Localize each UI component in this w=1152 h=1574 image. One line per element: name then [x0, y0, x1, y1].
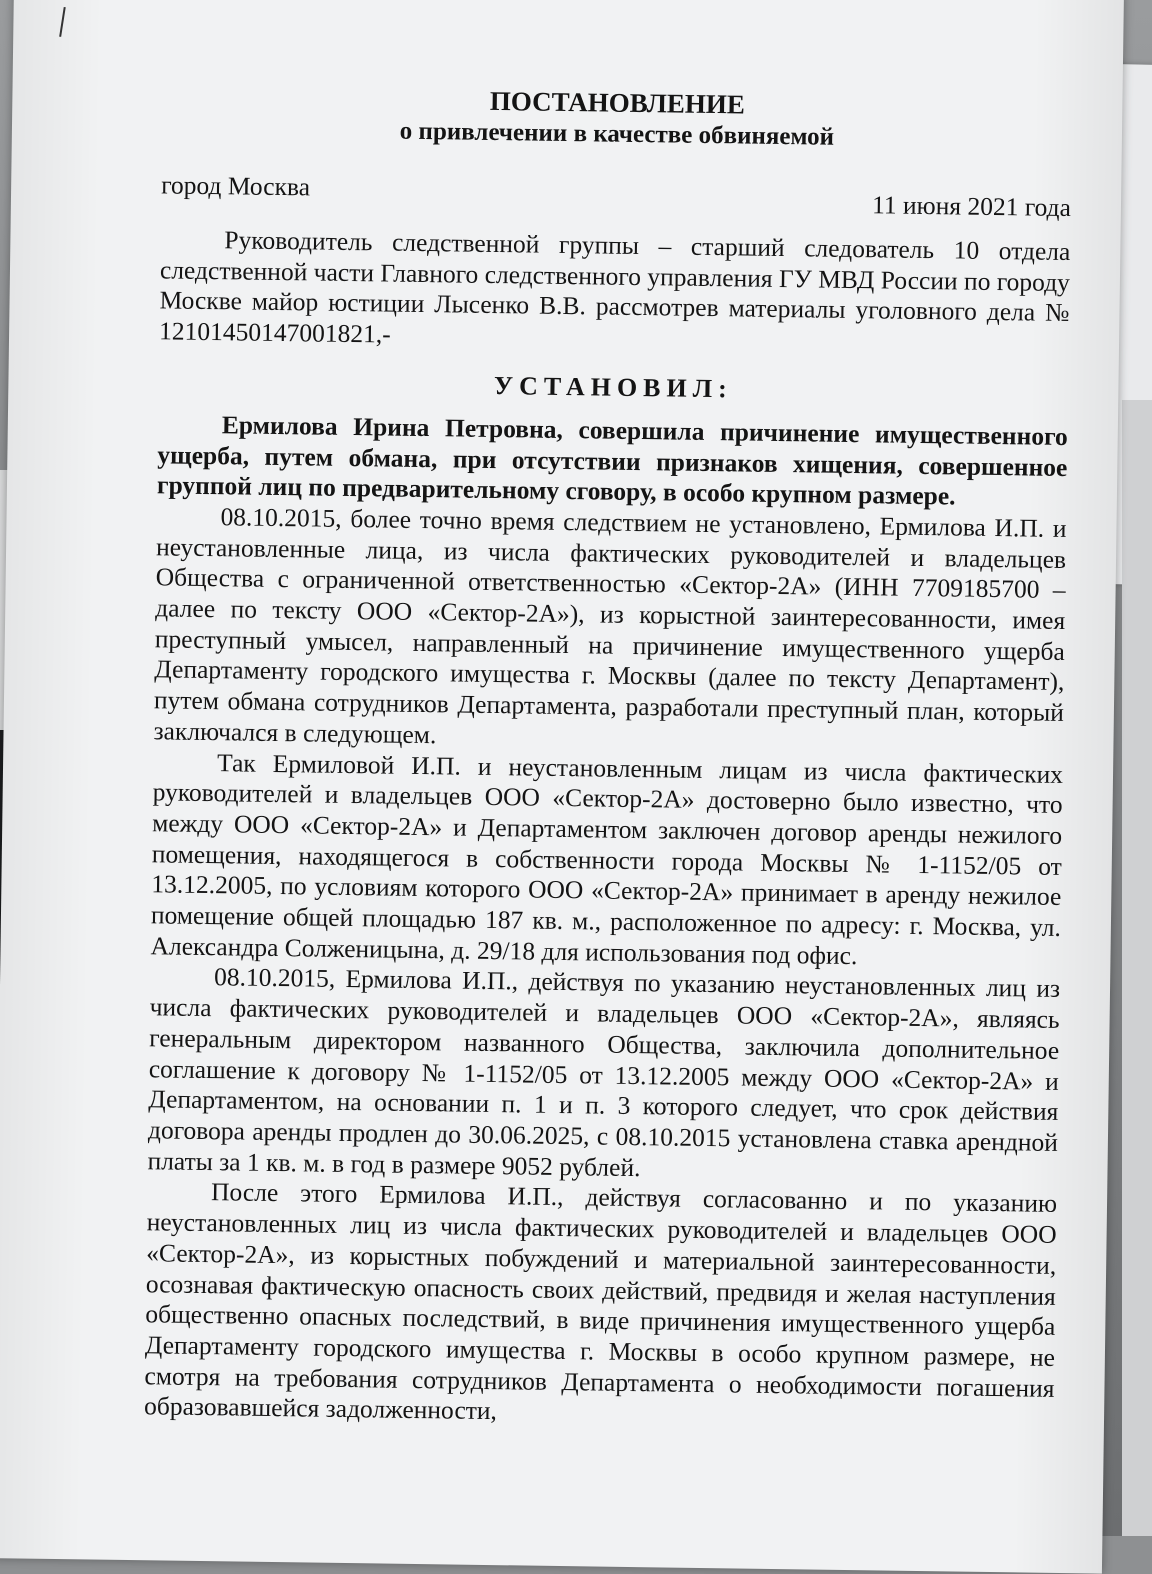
intro-paragraph: Руководитель следственной группы – старший следователь 10 отдела следственной части Главного следственного управления ГУ МВД России по городу Москве майор юстиции Лысенко В.В. рассмотрев материалы уголовного дела № 12101450147001821,- [158, 225, 1071, 349]
pen-mark [59, 7, 66, 37]
paragraph-2: Так Ермиловой И.П. и неустановленным лицам из числа фактических руководителей и владельцев ООО «Сектор-2А» достоверно было известно, что между ООО «Сектор-2А» и Департаментом заключен договор аренды нежилого помещения, находящегося в собственности города Москвы № 1-1152/05 от 13.12.2005, по условиям которого ООО «Сектор-2А» принимает в аренду нежилое помещение общей площадью 187 кв. м., расположенное по адресу: г. Москва, ул. Александра Солженицына, д. 29/18 для использования под офис. [150, 747, 1064, 970]
document-city: город Москва [160, 170, 311, 202]
document-subtitle: о привлечении в качестве обвиняемой [399, 117, 835, 151]
charge-paragraph: Ермилова Ирина Петровна, совершила причинение имущественного ущерба, путем обмана, при отсутствии признаков хищения, совершенное группой лиц по предварительному сговору, в особо крупном размере. [156, 410, 1068, 511]
paragraph-3: 08.10.2015, Ермилова И.П., действуя по указанию неустановленных лиц из числа фактических руководителей и владельцев ООО «Сектор-2А», являясь генеральным директором названного Общества, заключила дополнительное соглашение к договору № 1-1152/05 от 13.12.2005 между ООО «Сектор-2А» и Департаментом, на основании п. 1 и п. 3 которого следует, что срок действия договора аренды продлен до 30.06.2025, с 08.10.2015 установлена ставка арендной платы за 1 кв. м. в год в размере 9052 рублей. [147, 962, 1061, 1182]
document-content [144, 80, 1073, 1435]
document-title: ПОСТАНОВЛЕНИЕ [489, 85, 746, 120]
city-date-row [160, 170, 1072, 223]
document-date: 11 июня 2021 года [871, 190, 1072, 223]
right-background-strip [1122, 400, 1152, 1536]
section-heading: УСТАНОВИЛ: [493, 370, 733, 404]
paragraph-1: 08.10.2015, более точно время следствием не установлено, Ермилова И.П. и неустановленные лица, из числа фактических руководителей и владельцев Общества с ограниченной ответственностью «Сектор-2А» (ИНН 7709185700 – далее по тексту ООО «Сектор-2А»), из корыстной заинтересованности, имея преступный умысел, направленный на причинение имущественного ущерба Департаменту городского имущества г. Москвы (далее по тексту Департамент), путем обмана сотрудников Департамента, разработали преступный план, который заключался в следующем. [153, 502, 1067, 750]
paragraph-4: После этого Ермилова И.П., действуя согласованно и по указанию неустановленных лиц из числа фактических руководителей и владельцев ООО «Сектор-2А», из корыстных побуждений и материальной заинтересованности, осознавая фактическую опасность своих действий, предвидя и желая наступления общественно опасных последствий, в виде причинения имущественного ущерба Департаменту городского имущества г. Москвы в особо крупном размере, не смотря на требования сотрудников Департамента о необходимости погашения образовавшейся задолженности, [143, 1177, 1058, 1426]
